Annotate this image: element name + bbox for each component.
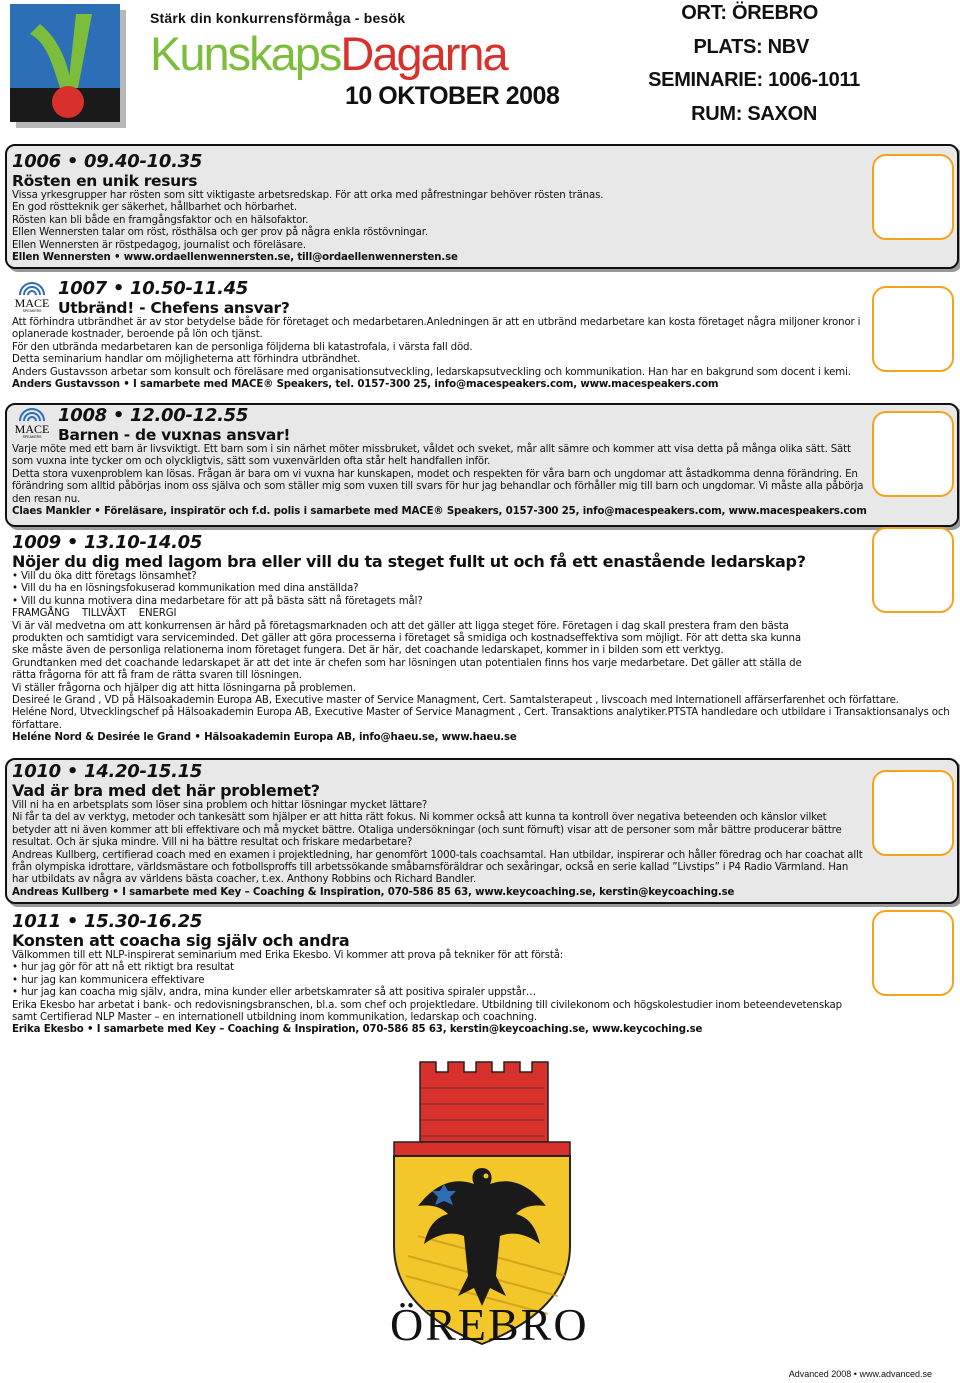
session-text: Detta seminarium handlar om möjligheterna att förhindra utbrändhet. [12, 354, 361, 366]
session-contact: Anders Gustavsson • I samarbete med MACE® Speakers, tel. 0157-300 25, info@macespeakers.com, www.macespeakers.com [12, 379, 719, 391]
session-number: 1009 • 13.10-14.05 [12, 532, 203, 553]
session-text: Vissa yrkesgrupper har rösten som sitt viktigaste arbetsredskap. För att orka med påfrestningar behöver rösten tränas. [12, 190, 604, 201]
session-text: En god röstteknik ger säkerhet, hållbarhet och hörbarhet. [12, 202, 297, 214]
session-text: Desireé le Grand , VD på Hälsoakademin Europa AB, Executive master of Service Managment, Cert. Samtalsterapeut , livscoach med Internationell affärserfarenhet och författare. [12, 695, 899, 707]
brand-part-2: Dagarna [340, 27, 507, 80]
session-number: 1010 • 14.20-15.15 [12, 761, 203, 782]
session-checkbox-1008[interactable] [872, 411, 954, 497]
session-text: • hur jag kan coacha mig själv, andra, mina kunder eller arbetskamrater så att positiva spiraler uppstår… [12, 987, 536, 999]
session-title: Rösten en unik resurs [12, 172, 198, 190]
session-text: Ni får ta del av verktyg, metoder och tankesätt som hjälper er att hitta rätt fokus. Ni kommer också att kunna ta kontroll över negativa beteenden och känslor vilket betyder att ni även kommer att bli effektivare och må mycket bättre. Otaliga undersökningar (och sunt förnuft) visar att de personer som mår bättre producerar bättre resultat. Och är sjuka mindre. Vill ni ha bättre resultat och friskare medarbetare? [12, 812, 842, 849]
svg-text:SPEAKERS: SPEAKERS [22, 309, 42, 312]
event-date: 10 OKTOBER 2008 [345, 82, 560, 110]
session-contact: Erika Ekesbo • I samarbete med Key – Coaching & Inspiration, 070-586 85 63, kerstin@keycoaching.se, www.keycoching.se [12, 1024, 703, 1036]
session-title: Vad är bra med det här problemet? [12, 781, 320, 800]
session-text: Ellen Wennersten är röstpedagog, journalist och föreläsare. [12, 239, 306, 251]
session-checkbox-1006[interactable] [872, 154, 954, 240]
session-text: FRAMGÅNG TILLVÄXT ENERGI [12, 608, 177, 620]
footer-credit: Advanced 2008 • www.advanced.se [788, 1369, 932, 1379]
session-number: 1007 • 10.50-11.45 [58, 278, 249, 299]
session-text: Ellen Wennersten talar om röst, rösthälsa och ger prov på några enkla röstövningar. [12, 227, 428, 239]
city-name: ÖREBRO [390, 1299, 589, 1350]
session-1011 [12, 912, 867, 1037]
tagline: Stärk din konkurrensförmåga - besök [150, 10, 406, 26]
session-contact: Ellen Wennersten • www.ordaellenwennersten.se, till@ordaellenwennersten.se [12, 252, 458, 264]
session-text: • Vill du kunna motivera dina medarbetare för att på bästa sätt nå företagets mål? [12, 595, 423, 607]
session-text: Heléne Nord, Utvecklingschef på Hälsoakademin Europa AB, Executive Master of Service Managment , Cert. Transaktions analytiker.PTSTA handledare och utbildare i Transaktionsanalys och författare. [12, 707, 950, 731]
session-1007 [12, 279, 867, 391]
session-checkbox-1011[interactable] [872, 910, 954, 996]
session-text: Välkommen till ett NLP-inspirerat seminarium med Erika Ekesbo. Vi kommer att prova på tekniker för att förstå: [12, 950, 564, 961]
session-text: Rösten kan bli både en framgångsfaktor och en hälsofaktor. [12, 214, 309, 226]
session-title: Nöjer du dig med lagom bra eller vill du ta steget fullt ut och få ett enastående ledarskap? [12, 552, 806, 571]
session-number: 1008 • 12.00-12.55 [58, 405, 249, 426]
session-contact: Heléne Nord & Desirée le Grand • Hälsoakademin Europa AB, info@haeu.se, www.haeu.se [12, 732, 517, 744]
brand-title [150, 28, 507, 80]
session-text: Att förhindra utbrändhet är av stor betydelse både för företaget och medarbetaren.Anledningen är att en utbränd medarbetare kan kosta företaget några miljoner kronor i oplanerade kostnader, beroende på lön och tjänst. [12, 317, 861, 341]
session-checkbox-1007[interactable] [872, 286, 954, 372]
seminarie-label: SEMINARIE: 1006-1011 [648, 69, 860, 91]
svg-text:MACE: MACE [14, 296, 50, 310]
session-text: För den utbrända medarbetaren kan de personliga följderna bli katastrofala, i värsta fall död. [12, 341, 473, 353]
svg-text:MACE: MACE [14, 422, 50, 436]
session-text: Andreas Kullberg, certifierad coach med en examen i projektledning, har genomfört 1000-tals coachsamtal. Han utbildar, inspirerar och håller föredrag och har coachat allt från olympiska idrottare, världsmästare och fotbollsproffs till arbetssökande småbarnsföräldrar och sexåringar, också en serie kallad ”Livstips” i P4 Radio Värmland. Han har utbildats av några av världens bästa coacher, t.ex. Anthony Robbins och Richard Bandler. [12, 849, 863, 886]
session-text: Grundtanken med det coachande ledarskapet är att det inte är chefen som har lösningen utan potentialen finns hos varje medarbetare. Det gäller att ställa de rätta frågorna för att få fram de rätta svaren till lösningen. [12, 657, 802, 682]
session-text: Vi ställer frågorna och hjälper dig att hitta lösningarna på problemen. [12, 682, 356, 694]
session-1010 [12, 762, 867, 899]
session-1006 [12, 152, 872, 264]
session-contact: Andreas Kullberg • I samarbete med Key – Coaching & Inspiration, 070-586 85 63, www.keycoaching.se, kerstin@keycoaching.se [12, 886, 735, 898]
svg-text:SPEAKERS: SPEAKERS [22, 435, 42, 438]
session-1008 [12, 406, 867, 518]
rum-label: RUM: SAXON [691, 103, 817, 125]
session-text: Vill ni ha en arbetsplats som löser sina problem och hittar lösningar mycket lättare? [12, 800, 428, 811]
session-number: 1006 • 09.40-10.35 [12, 151, 203, 172]
ort-label: ORT: ÖREBRO [681, 2, 818, 24]
session-title: Barnen - de vuxnas ansvar! [58, 426, 291, 444]
session-number: 1011 • 15.30-16.25 [12, 911, 203, 932]
kunskapsdagarna-logo [10, 4, 128, 130]
session-text: Anders Gustavsson arbetar som konsult och föreläsare med organisationsutveckling, ledarskapsutveckling och kommunikation. Han har en bakgrund som docent i kemi. [12, 366, 851, 378]
session-text: Detta stora vuxenproblem kan lösas. Frågan är bara om vi vuxna har kunskapen, modet och respekten för våra barn och ungdomar att åstadkomma denna förändring. En förändring som alltid påbörjas inom oss själva och som ställer mig som vuxen till svars för hur jag behandlar och förhåller mig till barn och ungdomar. Vi måste alla påbörja den resan nu. [12, 468, 864, 505]
session-title: Utbränd! - Chefens ansvar? [58, 299, 290, 317]
session-1009 [12, 533, 952, 745]
session-contact: Claes Mankler • Föreläsare, inspiratör och f.d. polis i samarbete med MACE® Speakers, 0157-300 25, info@macespeakers.com, www.macespeakers.com [12, 506, 867, 518]
session-text: Vi är väl medvetna om att konkurrensen är hård på företagsmarknaden och att det gäller att ligga steget före. Företagen i dag skall prestera fram den bästa produkten och samtidigt vara serviceminded. Det gäller att göra processerna i företaget så smidiga och kostnadseffektiva som möjligt. För att detta ska kunna ske måste även de personliga relationerna inom företaget fungera. Det är här, det coachande ledarskapet, kommer in i bilden som ett verktyg. [12, 620, 801, 657]
session-title: Konsten att coacha sig själv och andra [12, 931, 350, 950]
session-checkbox-1010[interactable] [872, 770, 954, 856]
session-text: • hur jag kan kommunicera effektivare [12, 974, 205, 986]
brand-part-1: Kunskaps [150, 27, 341, 80]
plats-label: PLATS: NBV [693, 36, 809, 58]
session-text: Varje möte med ett barn är livsviktigt. Ett barn som i sin närhet möter missbruket, våldet och sveket, mår allt sämre och kommer att visa detta på många olika sätt. Sätt som vuxna inte tycker om och olyckligtvis, sätt som vuxenvärlden ofta står helt handfallen inför. [12, 444, 851, 468]
session-text: • hur jag gör för att nå ett riktigt bra resultat [12, 962, 234, 974]
session-text: • Vill du öka ditt företags lönsamhet? [12, 571, 197, 582]
session-text: Erika Ekesbo har arbetat i bank- och redovisningsbranschen, bl.a. som chef och projektledare. Utbildning till civilekonom och högskolestudier inom beteendevetenskap samt Certifierad NLP Master – en internationell utbildning inom kommunikation, ledarskap och coachning. [12, 999, 842, 1024]
session-text: • Vill du ha en lösningsfokuserad kommunikation med dina anställda? [12, 583, 359, 595]
